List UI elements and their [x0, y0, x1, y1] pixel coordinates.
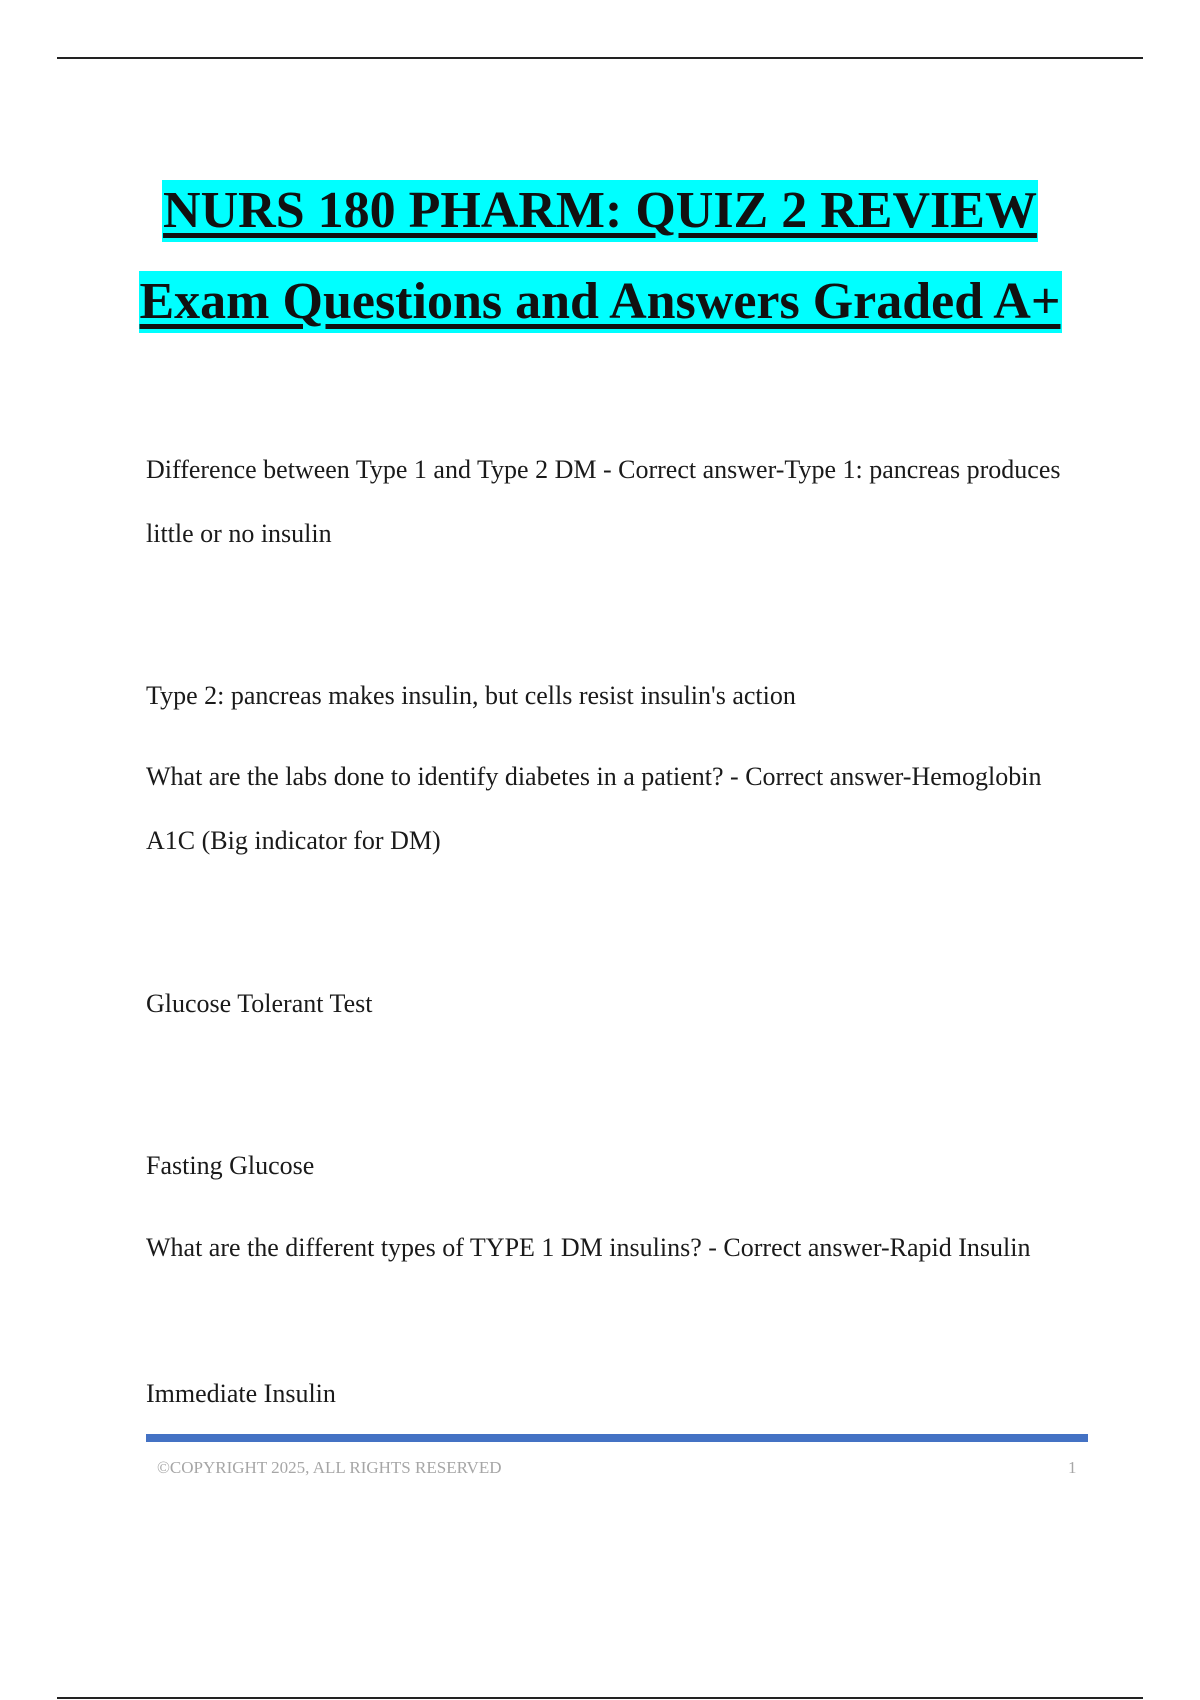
bottom-divider [57, 1697, 1143, 1699]
top-divider [57, 57, 1143, 59]
paragraph-type2-description: Type 2: pancreas makes insulin, but cells resist insulin's action [146, 681, 796, 710]
paragraph-fasting-glucose: Fasting Glucose [146, 1151, 315, 1180]
paragraph-diabetes-labs: What are the labs done to identify diabetes in a patient? - Correct answer-Hemoglobin A1C (Big indicator for DM) [146, 762, 1042, 855]
footer-page-number: 1 [1068, 1458, 1077, 1477]
paragraph-immediate-insulin: Immediate Insulin [146, 1379, 336, 1408]
title-line-2: Exam Questions and Answers Graded A+ [139, 271, 1062, 333]
document-title [0, 180, 1200, 333]
paragraph-type1-insulins: What are the different types of TYPE 1 DM insulins? - Correct answer-Rapid Insulin [146, 1233, 1031, 1262]
paragraph-type1-type2-difference: Difference between Type 1 and Type 2 DM - Correct answer-Type 1: pancreas produces little or no insulin [146, 455, 1061, 548]
footer-copyright: ©COPYRIGHT 2025, ALL RIGHTS RESERVED [157, 1458, 502, 1477]
footer-accent-bar [146, 1434, 1088, 1442]
title-line-1: NURS 180 PHARM: QUIZ 2 REVIEW [162, 180, 1038, 242]
paragraph-glucose-tolerance-test: Glucose Tolerant Test [146, 989, 373, 1018]
